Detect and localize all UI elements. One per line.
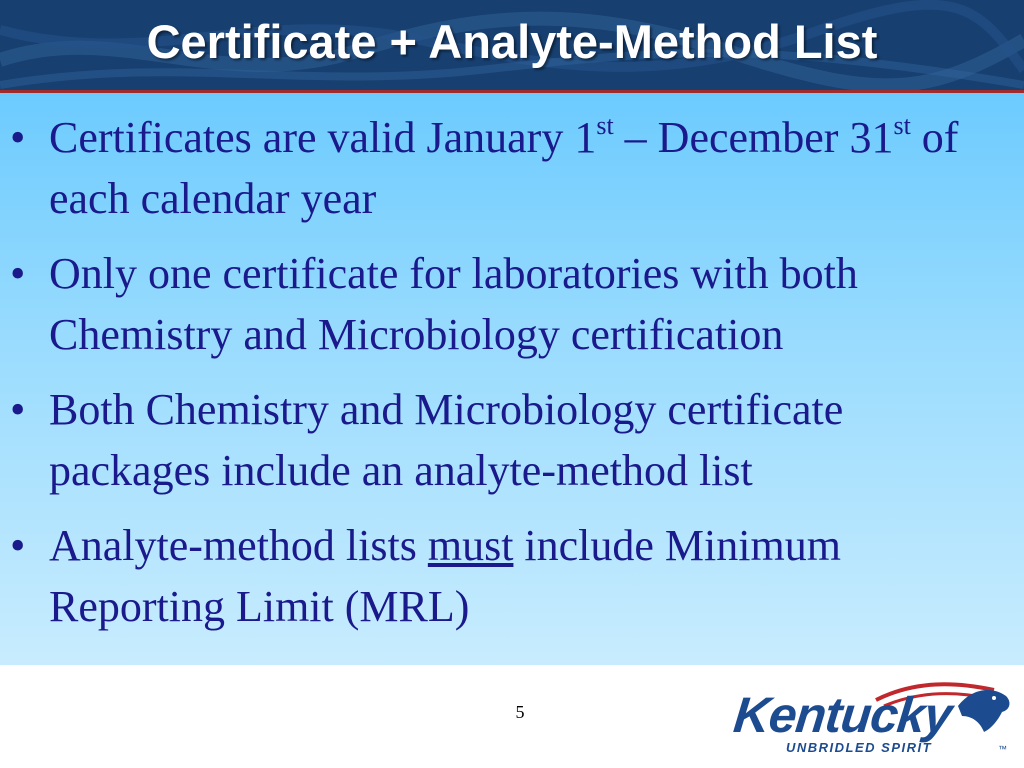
- logo-wordmark: Kentucky: [731, 687, 955, 743]
- bullet-marker: •: [10, 521, 26, 570]
- page-number: 5: [515, 702, 525, 722]
- slide-content: [0, 93, 1024, 665]
- slide-header: [0, 0, 1024, 90]
- kentucky-logo: [726, 676, 1016, 762]
- bullet-text: Both Chemistry and Microbiology certificate packages include an analyte-method list: [49, 385, 844, 495]
- bullet-text: Only one certificate for laboratories with both Chemistry and Microbiology certification: [49, 249, 858, 359]
- bullet-item-validity: [10, 107, 1010, 229]
- bullet-text: Certificates are valid January 1st – December 31st of each calendar year: [49, 111, 959, 223]
- logo-tagline: UNBRIDLED SPIRIT: [786, 740, 933, 755]
- bullet-marker: •: [10, 113, 26, 162]
- slide-title: Certificate + Analyte-Method List: [146, 15, 878, 68]
- bullet-text: Analyte-method lists must include Minimum Reporting Limit (MRL): [49, 521, 841, 631]
- emphasis-must: must: [427, 521, 514, 570]
- bullet-item-packages: [10, 379, 1010, 501]
- bullet-item-mrl: [10, 515, 1010, 637]
- bullet-item-single-certificate: [10, 243, 1010, 365]
- svg-text:™: ™: [998, 744, 1007, 754]
- bullet-marker: •: [10, 385, 26, 434]
- bullet-list: [10, 107, 1010, 651]
- bullet-marker: •: [10, 249, 26, 298]
